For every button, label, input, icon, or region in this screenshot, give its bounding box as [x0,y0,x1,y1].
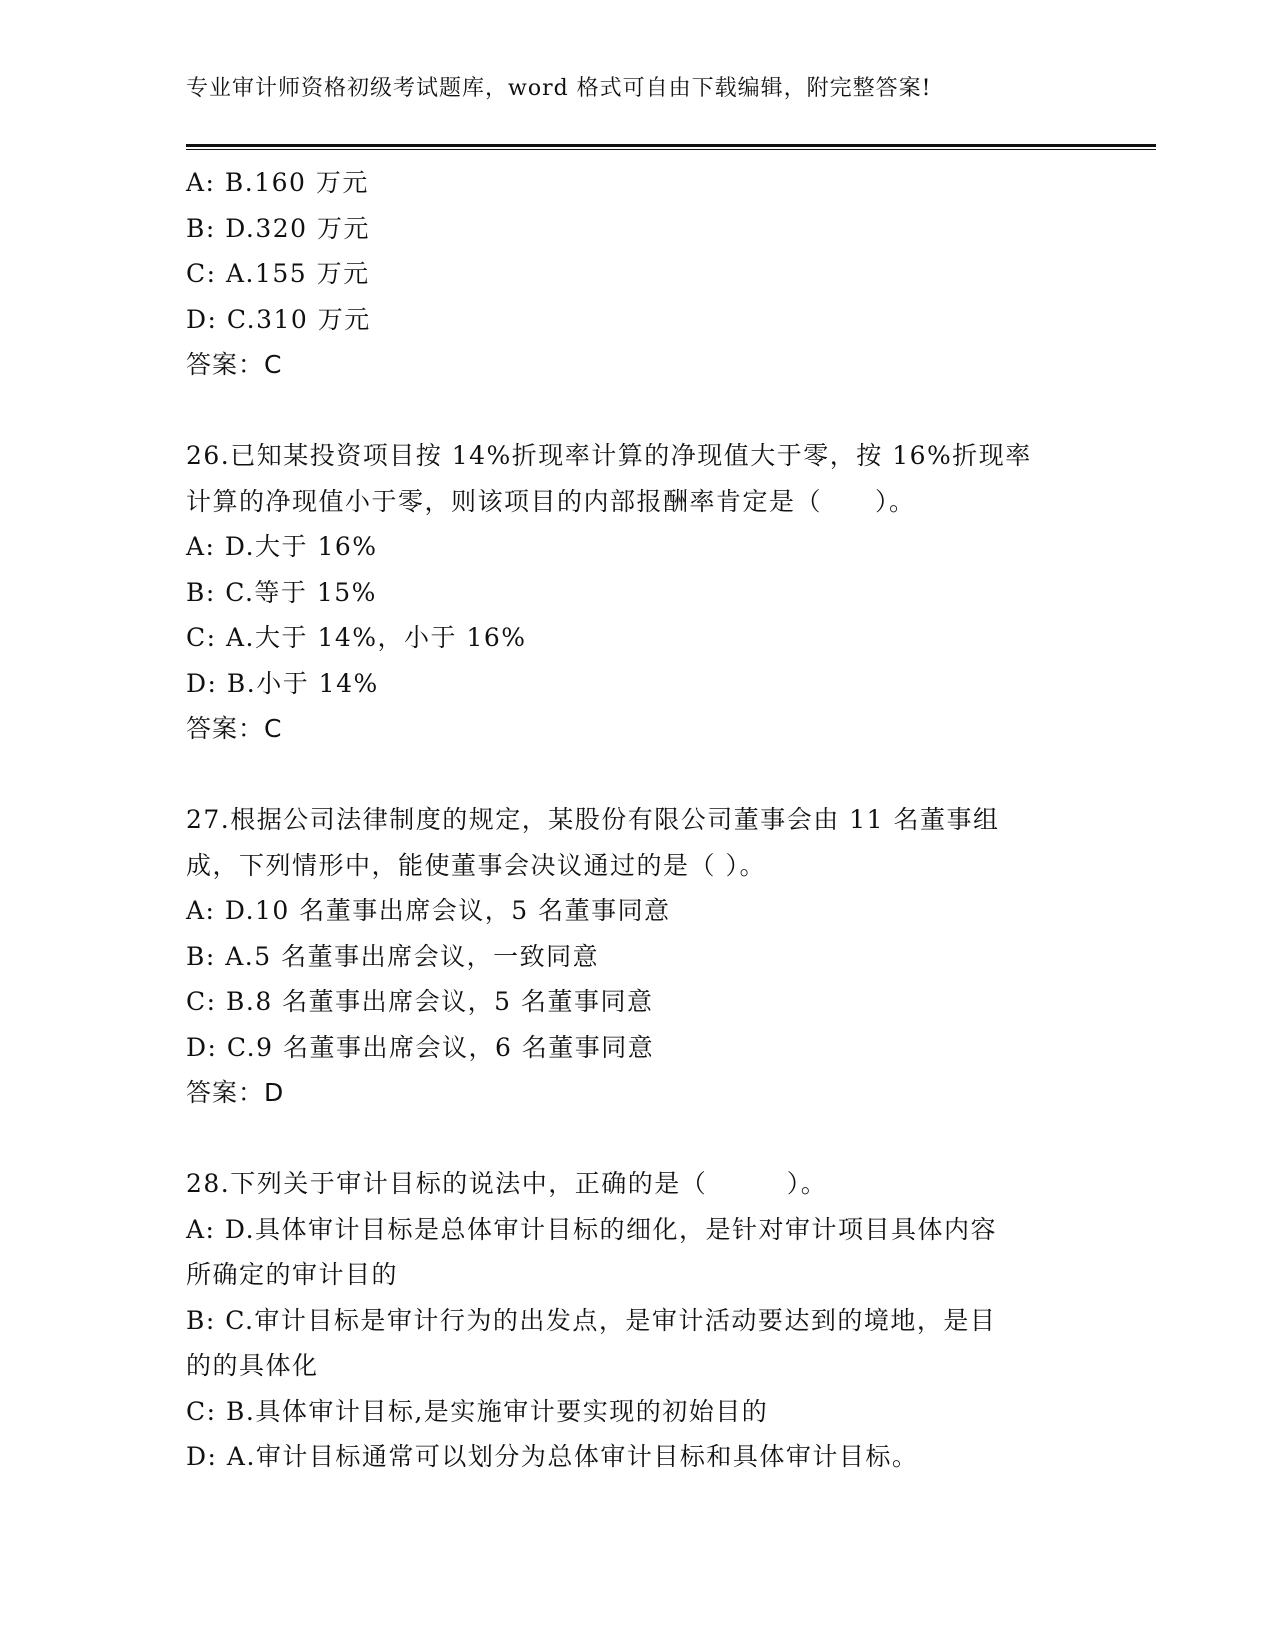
question-text: 28.下列关于审计目标的说法中，正确的是（ ）。 [186,1169,828,1198]
option-b: B: C.等于 15% [186,577,377,607]
question-block-25 [186,160,1086,388]
question-text: 26.已知某投资项目按 14%折现率计算的净现值大于零，按 16%折现率 [186,441,1032,470]
option-b: B: C.审计目标是审计行为的出发点，是审计活动要达到的境地，是目 [186,1305,997,1335]
question-block-26 [186,433,1086,752]
answer-line: 答案：C [186,350,283,379]
option-c: C: A.155 万元 [186,259,370,288]
question-block-27 [186,797,1086,1116]
question-content [186,160,1086,1480]
spacer [186,752,1086,798]
option-b-continued: 的的具体化 [186,1351,319,1380]
option-a: A: D.具体审计目标是总体审计目标的细化，是针对审计项目具体内容 [186,1214,998,1244]
answer-line: 答案：D [186,1078,285,1107]
spacer [186,388,1086,434]
option-d: D: A.审计目标通常可以划分为总体审计目标和具体审计目标。 [186,1442,919,1471]
option-c: C: B.8 名董事出席会议，5 名董事同意 [186,987,654,1016]
option-a-continued: 所确定的审计目的 [186,1260,399,1289]
option-c: C: B.具体审计目标,是实施审计要实现的初始目的 [186,1396,769,1426]
question-block-28 [186,1161,1086,1480]
question-text: 计算的净现值小于零，则该项目的内部报酬率肯定是（ ）。 [186,486,916,516]
option-b: B: D.320 万元 [186,213,371,243]
option-b: B: A.5 名董事出席会议，一致同意 [186,941,600,971]
option-a: A: D.大于 16% [186,532,378,561]
option-a: A: B.160 万元 [186,168,369,197]
answer-line: 答案：C [186,714,283,743]
page-header: 专业审计师资格初级考试题库，word 格式可自由下载编辑，附完整答案! [186,76,932,101]
option-a: A: D.10 名董事出席会议，5 名董事同意 [186,896,671,925]
option-c: C: A.大于 14%，小于 16% [186,623,527,652]
option-d: D: B.小于 14% [186,668,379,698]
question-text: 成，下列情形中，能使董事会决议通过的是（ ）。 [186,850,766,880]
spacer [186,1116,1086,1162]
header-divider [186,144,1156,150]
option-d: D: C.9 名董事出席会议，6 名董事同意 [186,1032,655,1062]
option-d: D: C.310 万元 [186,304,371,334]
question-text: 27.根据公司法律制度的规定，某股份有限公司董事会由 11 名董事组 [186,805,1000,834]
